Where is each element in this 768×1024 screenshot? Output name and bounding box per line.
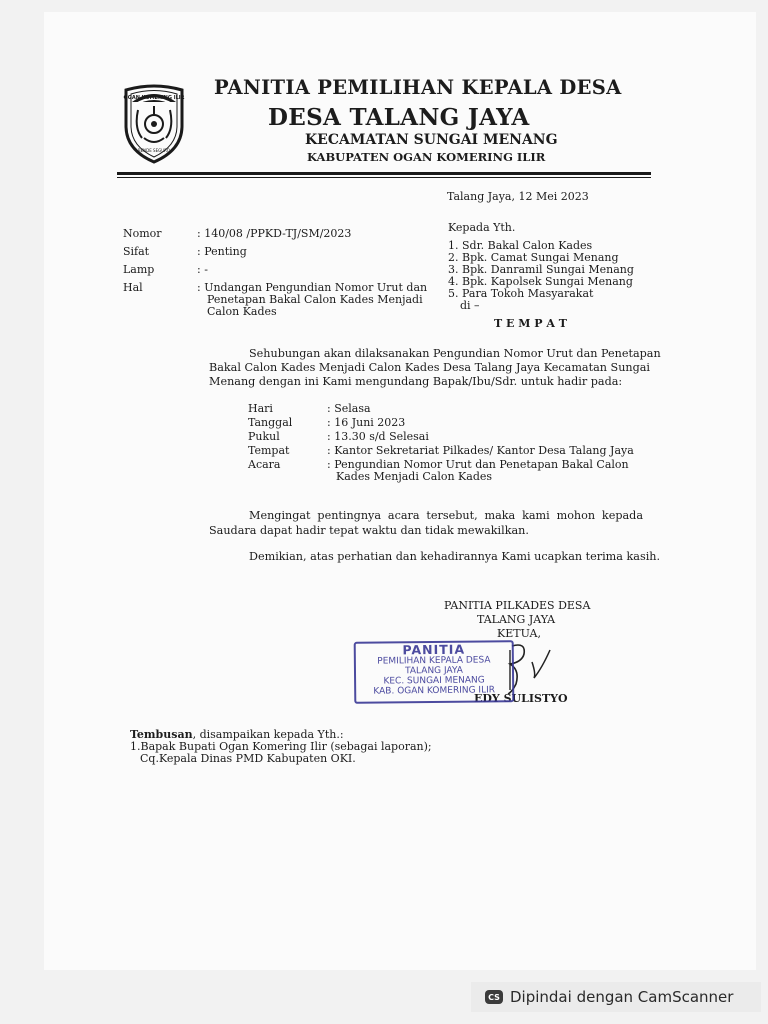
- recipient-heading: Kepada Yth.: [448, 221, 516, 234]
- tembusan-label: Tembusan: [130, 728, 193, 741]
- committee-stamp: [354, 640, 515, 704]
- letterhead-line-4: KABUPATEN OGAN KOMERING ILIR: [307, 150, 546, 164]
- schedule-label-hari: Hari: [248, 402, 273, 415]
- letterhead-line-3: KECAMATAN SUNGAI MENANG: [305, 132, 558, 148]
- signature-line-1: PANITIA PILKADES DESA: [444, 599, 591, 612]
- hal-value-line-3: Calon Kades: [207, 305, 277, 318]
- hal-label: Hal: [123, 281, 143, 294]
- stamp-line-4: KEC. SUNGAI MENANG: [383, 675, 485, 687]
- letterhead-line-2: DESA TALANG JAYA: [268, 104, 530, 131]
- camscanner-text: Dipindai dengan CamScanner: [510, 988, 734, 1006]
- schedule-value-pukul: : 13.30 s/d Selesai: [327, 430, 429, 443]
- paragraph-1-line-1: Sehubungan akan dilaksanakan Pengundian Nomor Urut dan Penetapan: [249, 347, 661, 360]
- stamp-line-1: PANITIA: [402, 641, 466, 658]
- tembusan-item-1: 1.Bapak Bupati Ogan Komering Ilir (sebagai laporan);: [130, 740, 432, 753]
- nomor-label: Nomor: [123, 227, 162, 240]
- schedule-value-acara: : Pengundian Nomor Urut dan Penetapan Bakal Calon: [327, 458, 629, 471]
- letterhead-rule-thick: [117, 172, 651, 175]
- schedule-value-tempat: : Kantor Sekretariat Pilkades/ Kantor Desa Talang Jaya: [327, 444, 634, 457]
- recipient-item: 2. Bpk. Camat Sungai Menang: [448, 251, 619, 264]
- hal-value-line-1: : Undangan Pengundian Nomor Urut dan: [197, 281, 428, 294]
- schedule-label-tanggal: Tanggal: [248, 416, 293, 429]
- recipient-tempat: T E M P A T: [494, 317, 567, 330]
- sifat-value: : Penting: [197, 245, 247, 258]
- letterhead-rule-thin: [117, 177, 651, 178]
- recipient-item: 4. Bpk. Kapolsek Sungai Menang: [448, 275, 633, 288]
- lamp-label: Lamp: [123, 263, 155, 276]
- letterhead-line-1: PANITIA PEMILIHAN KEPALA DESA: [214, 76, 622, 99]
- logo-bottom-text: BENDE SEGURO: [137, 148, 171, 153]
- stamp-line-3: TALANG JAYA: [405, 665, 463, 677]
- schedule-value-tanggal: : 16 Juni 2023: [327, 416, 406, 429]
- hal-value-line-2: Penetapan Bakal Calon Kades Menjadi: [207, 293, 423, 306]
- signature-line-3: KETUA,: [497, 627, 541, 640]
- place-date: Talang Jaya, 12 Mei 2023: [447, 190, 589, 203]
- lamp-value: : -: [197, 263, 208, 276]
- regency-emblem-icon: [122, 80, 186, 164]
- stamp-line-2: PEMILIHAN KEPALA DESA: [377, 655, 491, 667]
- schedule-label-tempat: Tempat: [248, 444, 290, 457]
- paragraph-2-line-2: Saudara dapat hadir tepat waktu dan tidak mewakilkan.: [209, 524, 529, 537]
- nomor-value: : 140/08 /PPKD-TJ/SM/2023: [197, 227, 352, 240]
- camscanner-icon: CS: [485, 990, 503, 1004]
- logo-top-text: OGAN KOMERING ILIR: [123, 95, 185, 101]
- tembusan-item-2: Cq.Kepala Dinas PMD Kabupaten OKI.: [140, 752, 356, 765]
- paragraph-1-line-2: Bakal Calon Kades Menjadi Calon Kades Desa Talang Jaya Kecamatan Sungai: [209, 361, 651, 374]
- paragraph-2-line-1: Mengingat pentingnya acara tersebut, maka kami mohon kepada: [249, 509, 643, 522]
- recipient-di: di –: [460, 299, 480, 312]
- signatory-name: EDY SULISTYO: [474, 692, 568, 705]
- sifat-label: Sifat: [123, 245, 150, 258]
- tembusan-intro: , disampaikan kepada Yth.:: [192, 728, 344, 741]
- recipient-item: 5. Para Tokoh Masyarakat: [448, 287, 594, 300]
- camscanner-badge: [471, 982, 761, 1012]
- stamp-line-5: KAB. OGAN KOMERING ILIR: [373, 685, 496, 697]
- schedule-label-acara: Acara: [248, 458, 281, 471]
- closing-paragraph: Demikian, atas perhatian dan kehadirannya Kami ucapkan terima kasih.: [249, 550, 661, 563]
- schedule-value-hari: : Selasa: [327, 402, 371, 415]
- schedule-value-acara-cont: Kades Menjadi Calon Kades: [336, 470, 493, 483]
- recipient-item: 3. Bpk. Danramil Sungai Menang: [448, 263, 634, 276]
- paragraph-1-line-3: Menang dengan ini Kami mengundang Bapak/Ibu/Sdr. untuk hadir pada:: [209, 375, 623, 388]
- schedule-label-pukul: Pukul: [248, 430, 280, 443]
- signature-line-2: TALANG JAYA: [477, 613, 556, 626]
- recipient-item: 1. Sdr. Bakal Calon Kades: [448, 239, 593, 252]
